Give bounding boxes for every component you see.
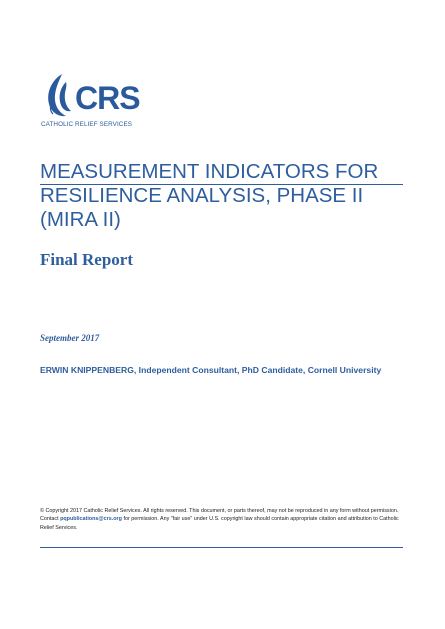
title-line-1: MEASUREMENT INDICATORS FOR	[40, 160, 379, 183]
logo-wordmark: CRS	[75, 80, 140, 116]
crs-flame-icon	[40, 70, 80, 120]
copyright-text-start: © Copyright 2017 Catholic Relief Services. All rights reserved. This document, or parts thereof, may not be reproduced in any form without permission. Contact	[40, 508, 399, 523]
title-line-2: RESILIENCE ANALYSIS, PHASE II	[40, 184, 364, 207]
title-line-3: (MIRA II)	[40, 208, 121, 231]
document-subtitle: Final Report	[40, 250, 134, 269]
contact-email-link[interactable]: pqpublications@crs.org	[60, 516, 122, 523]
title-divider	[40, 184, 403, 185]
footer-divider	[40, 547, 403, 548]
copyright-notice	[40, 507, 406, 532]
document-title	[40, 160, 405, 232]
logo-subtitle: CATHOLIC RELIEF SERVICES	[41, 121, 133, 128]
publication-date: September 2017	[40, 333, 100, 343]
crs-logo	[40, 70, 150, 132]
copyright-text-end: for permission. Any "fair use" under U.S. copyright law should contain appropriate citation and attribution to Catholic Relief Services.	[40, 516, 399, 531]
author-line: ERWIN KNIPPENBERG, Independent Consultant, PhD Candidate, Cornell University	[40, 365, 382, 375]
